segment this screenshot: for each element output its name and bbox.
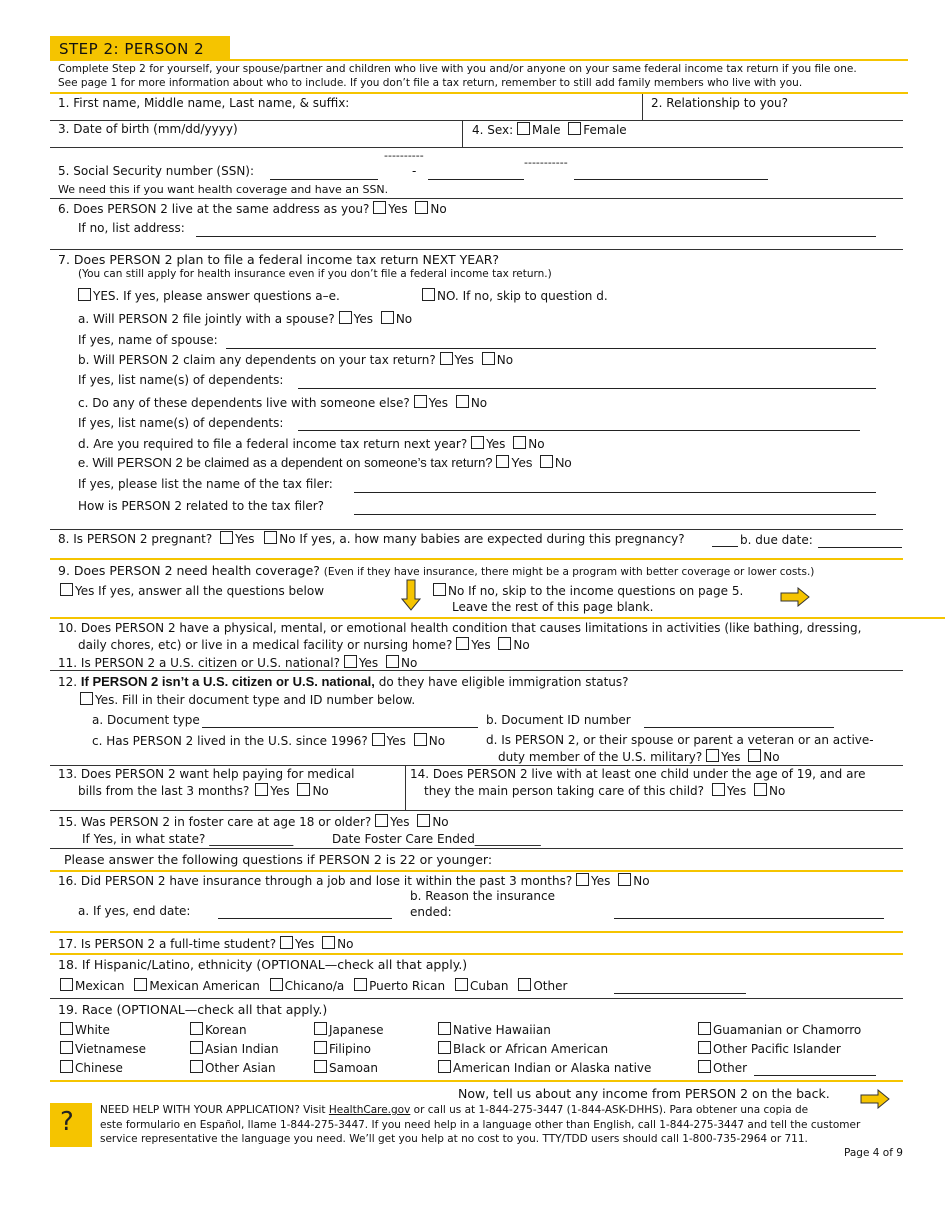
document-id-field[interactable] <box>644 727 834 728</box>
q11: 11. Is PERSON 2 a U.S. citizen or U.S. national? Yes No <box>58 656 418 670</box>
ssn-field-2[interactable] <box>428 179 524 180</box>
arrow-right-icon <box>860 1089 890 1109</box>
q15-state: If Yes, in what state? ______________ <box>82 832 294 846</box>
q12d-line-2: duty member of the U.S. military? Yes No <box>498 750 780 764</box>
under-22-heading: Please answer the following questions if PERSON 2 is 22 or younger: <box>64 852 493 867</box>
q14-line-2: they the main person taking care of this child? Yes No <box>424 784 786 798</box>
intro-rule <box>50 92 908 94</box>
chinese-checkbox[interactable] <box>60 1060 73 1073</box>
race-col-2: Korean Asian Indian Other Asian <box>190 1021 279 1078</box>
q12-yes-checkbox[interactable] <box>80 692 93 705</box>
male-checkbox[interactable] <box>517 122 530 135</box>
q7e-yes-checkbox[interactable] <box>496 455 509 468</box>
japanese-checkbox[interactable] <box>314 1022 327 1035</box>
ethnicity-other-field[interactable] <box>614 993 746 994</box>
q9-title: 9. Does PERSON 2 need health coverage? (Even if they have insurance, there might be a program with better coverage or lower costs.) <box>58 563 815 578</box>
row-rule <box>50 529 903 530</box>
row-rule <box>50 147 903 148</box>
q7-yes-option: YES. If yes, please answer questions a–e. <box>78 288 340 303</box>
q7a-name-label: If yes, name of spouse: <box>78 333 218 347</box>
other-asian-checkbox[interactable] <box>190 1060 203 1073</box>
q7b-yes-checkbox[interactable] <box>440 352 453 365</box>
q7-title: 7. Does PERSON 2 plan to file a federal income tax return NEXT YEAR? <box>58 252 500 267</box>
q8: 8. Is PERSON 2 pregnant? Yes No If yes, a. how many babies are expected during this pregnancy? <box>58 532 685 546</box>
q12-yes-option: Yes. Fill in their document type and ID number below. <box>80 692 415 707</box>
healthcare-gov-link[interactable]: HealthCare.gov <box>328 1104 411 1116</box>
row-rule <box>50 998 903 999</box>
document-type-field[interactable] <box>202 727 478 728</box>
q7-note: (You can still apply for health insurance even if you don’t file a federal income tax return.) <box>78 268 552 280</box>
samoan-checkbox[interactable] <box>314 1060 327 1073</box>
q11-yes-checkbox[interactable] <box>344 655 357 668</box>
q16b-line-2: ended: <box>410 905 452 919</box>
q7e-no-checkbox[interactable] <box>540 455 553 468</box>
q18-options: Mexican Mexican American Chicano/a Puerto Rican Cuban Other <box>60 978 567 993</box>
q7-yes-checkbox[interactable] <box>78 288 91 301</box>
q17-yes-checkbox[interactable] <box>280 936 293 949</box>
q8-yes-checkbox[interactable] <box>220 531 233 544</box>
q7e-rel-label: How is PERSON 2 related to the tax filer? <box>78 499 325 513</box>
q11-no-checkbox[interactable] <box>386 655 399 668</box>
q6: 6. Does PERSON 2 live at the same address as you? Yes No <box>58 202 447 216</box>
q16b-line-1: b. Reason the insurance <box>410 889 555 903</box>
q10-line-1: 10. Does PERSON 2 have a physical, mental, or emotional health condition that causes limitations in activities (like bathing, dressing, <box>58 621 862 635</box>
cuban-checkbox[interactable] <box>455 978 468 991</box>
q14-line-1: 14. Does PERSON 2 live with at least one child under the age of 19, and are <box>410 767 866 781</box>
q7a-yes-checkbox[interactable] <box>339 311 352 324</box>
intro-text-1: Complete Step 2 for yourself, your spouse/partner and children who live with you and/or anyone on your same federal income tax return if you file one. <box>58 63 857 75</box>
mexican-checkbox[interactable] <box>60 978 73 991</box>
q16: 16. Did PERSON 2 have insurance through a job and lose it within the past 3 months? Yes No <box>58 874 650 888</box>
q8-no-checkbox[interactable] <box>264 531 277 544</box>
q12a-label: a. Document type <box>92 713 200 727</box>
white-checkbox[interactable] <box>60 1022 73 1035</box>
q7e-name-label: If yes, please list the name of the tax filer: <box>78 477 333 491</box>
q7b: b. Will PERSON 2 claim any dependents on your tax return? Yes No <box>78 353 514 367</box>
ssn-dash-2: - <box>412 164 417 178</box>
q7b-no-checkbox[interactable] <box>482 352 495 365</box>
spouse-name-field[interactable] <box>226 348 876 349</box>
q16-yes-checkbox[interactable] <box>576 873 589 886</box>
section-rule <box>50 931 903 933</box>
q10-line-2: daily chores, etc) or live in a medical facility or nursing home? Yes No <box>78 638 530 652</box>
q10-no-checkbox[interactable] <box>498 637 511 650</box>
q12-title: 12. If PERSON 2 isn’t a U.S. citizen or U.S. national, do they have eligible immigration status? <box>58 674 629 689</box>
q13-line-1: 13. Does PERSON 2 want help paying for medical <box>58 767 355 781</box>
next-page-note: Now, tell us about any income from PERSON 2 on the back. <box>458 1086 830 1101</box>
q6-no-checkbox[interactable] <box>415 201 428 214</box>
q8-due-label: b. due date: <box>740 533 813 547</box>
race-col-1: White Vietnamese Chinese <box>60 1021 146 1078</box>
q9-yes-option: Yes If yes, answer all the questions below <box>60 583 324 598</box>
race-other-field[interactable] <box>754 1075 876 1076</box>
q3-label: 3. Date of birth (mm/dd/yyyy) <box>58 122 238 136</box>
q9-yes-checkbox[interactable] <box>60 583 73 596</box>
q10-yes-checkbox[interactable] <box>456 637 469 650</box>
row-rule <box>50 765 903 766</box>
divider <box>405 765 406 810</box>
q7b-list-label: If yes, list name(s) of dependents: <box>78 373 284 387</box>
asian-indian-checkbox[interactable] <box>190 1041 203 1054</box>
black-checkbox[interactable] <box>438 1041 451 1054</box>
female-checkbox[interactable] <box>568 122 581 135</box>
row-rule <box>50 848 903 849</box>
q12b-label: b. Document ID number <box>486 713 631 727</box>
ethnicity-other-checkbox[interactable] <box>518 978 531 991</box>
q15-yes-checkbox[interactable] <box>375 814 388 827</box>
q12c-yes-checkbox[interactable] <box>372 733 385 746</box>
row-rule <box>50 120 903 121</box>
filipino-checkbox[interactable] <box>314 1041 327 1054</box>
q12c: c. Has PERSON 2 lived in the U.S. since 1996? Yes No <box>92 734 446 748</box>
divider <box>642 94 643 120</box>
q7e: e. Will PERSON 2 be claimed as a dependent on someone’s tax return? Yes No <box>78 455 572 470</box>
q7d-no-checkbox[interactable] <box>513 436 526 449</box>
row-rule <box>50 670 903 671</box>
q7a-no-checkbox[interactable] <box>381 311 394 324</box>
q7c: c. Do any of these dependents live with someone else? Yes No <box>78 396 488 410</box>
q18-title: 18. If Hispanic/Latino, ethnicity (OPTIONAL—check all that apply.) <box>58 957 468 972</box>
q16a-label: a. If yes, end date: <box>78 904 191 918</box>
section-rule <box>50 558 903 560</box>
row-rule <box>50 249 903 250</box>
other-pacific-islander-checkbox[interactable] <box>698 1041 711 1054</box>
end-date-field[interactable] <box>218 918 392 919</box>
intro-text-2: See page 1 for more information about who to include. If you don’t file a tax return, remember to still add family members who live with you. <box>58 77 803 89</box>
q14-yes-checkbox[interactable] <box>712 783 725 796</box>
q5-label: 5. Social Security number (SSN): <box>58 164 255 178</box>
q12c-no-checkbox[interactable] <box>414 733 427 746</box>
q16-no-checkbox[interactable] <box>618 873 631 886</box>
q7-no-checkbox[interactable] <box>422 288 435 301</box>
q15: 15. Was PERSON 2 in foster care at age 18 or older? Yes No <box>58 815 449 829</box>
help-line-1: NEED HELP WITH YOUR APPLICATION? Visit HealthCare.gov or call us at 1-844-275-3447 (1-844-ASK-DHHS). Para obtener una copia de <box>100 1104 809 1116</box>
dependents-field[interactable] <box>298 388 876 389</box>
race-col-3: Japanese Filipino Samoan <box>314 1021 384 1078</box>
q17: 17. Is PERSON 2 a full-time student? Yes No <box>58 937 354 951</box>
address-field[interactable] <box>196 236 876 237</box>
q6-list-label: If no, list address: <box>78 221 185 235</box>
header-rule <box>50 59 908 61</box>
puerto-rican-checkbox[interactable] <box>354 978 367 991</box>
section-rule <box>50 617 945 619</box>
reason-ended-field[interactable] <box>614 918 884 919</box>
q7c-yes-checkbox[interactable] <box>414 395 427 408</box>
q5-note: We need this if you want health coverage and have an SSN. <box>58 183 389 196</box>
babies-count-field[interactable] <box>712 546 738 547</box>
arrow-down-icon <box>401 579 421 611</box>
q17-no-checkbox[interactable] <box>322 936 335 949</box>
q13-line-2: bills from the last 3 months? Yes No <box>78 784 329 798</box>
help-icon-glyph: ? <box>60 1107 74 1137</box>
race-col-5: Guamanian or Chamorro Other Pacific Islander Other <box>698 1021 861 1078</box>
ssn-dash-1: ---------- <box>384 149 424 162</box>
q7c-list-label: If yes, list name(s) of dependents: <box>78 416 284 430</box>
q9-no-option: No If no, skip to the income questions on page 5. <box>433 583 743 598</box>
american-indian-checkbox[interactable] <box>438 1060 451 1073</box>
page-number: Page 4 of 9 <box>844 1147 903 1159</box>
q13-no-checkbox[interactable] <box>297 783 310 796</box>
q12d-no-checkbox[interactable] <box>748 749 761 762</box>
q7d-yes-checkbox[interactable] <box>471 436 484 449</box>
help-line-3: service representative the language you need. We’ll get you help at no cost to you. TTY/TDD users should call 1-800-735-2964 or 711. <box>100 1133 808 1145</box>
guamanian-checkbox[interactable] <box>698 1022 711 1035</box>
q15-no-checkbox[interactable] <box>417 814 430 827</box>
q1-label: 1. First name, Middle name, Last name, & suffix: <box>58 96 350 110</box>
korean-checkbox[interactable] <box>190 1022 203 1035</box>
q7-no-option: NO. If no, skip to question d. <box>422 288 608 303</box>
q4-sex: 4. Sex: Male Female <box>472 123 627 137</box>
native-hawaiian-checkbox[interactable] <box>438 1022 451 1035</box>
section-rule <box>50 870 903 872</box>
due-date-field[interactable] <box>818 547 902 548</box>
step-title-text: STEP 2: PERSON 2 <box>59 40 205 58</box>
mexican-american-checkbox[interactable] <box>134 978 147 991</box>
row-rule <box>50 198 903 199</box>
q13-yes-checkbox[interactable] <box>255 783 268 796</box>
q12d-yes-checkbox[interactable] <box>706 749 719 762</box>
chicano-checkbox[interactable] <box>270 978 283 991</box>
section-rule <box>50 953 903 955</box>
ssn-field-3[interactable] <box>574 179 768 180</box>
q9-no-checkbox[interactable] <box>433 583 446 596</box>
arrow-right-icon <box>780 587 810 607</box>
race-col-4: Native Hawaiian Black or African American American Indian or Alaska native <box>438 1021 651 1078</box>
q7a: a. Will PERSON 2 file jointly with a spouse? Yes No <box>78 312 413 326</box>
section-rule <box>50 1080 903 1082</box>
vietnamese-checkbox[interactable] <box>60 1041 73 1054</box>
q2-label: 2. Relationship to you? <box>651 96 789 110</box>
race-other-checkbox[interactable] <box>698 1060 711 1073</box>
q7d: d. Are you required to file a federal income tax return next year? Yes No <box>78 437 545 451</box>
tax-filer-name-field[interactable] <box>354 492 876 493</box>
q12d-line-1: d. Is PERSON 2, or their spouse or parent a veteran or an active- <box>486 733 874 747</box>
q19-title: 19. Race (OPTIONAL—check all that apply.) <box>58 1002 328 1017</box>
divider <box>462 120 463 147</box>
q15-ended: Date Foster Care Ended___________ <box>332 832 541 846</box>
ssn-dash-3: ----------- <box>524 156 568 169</box>
help-line-2: este formulario en Español, llame 1-844-275-3447. If you need help in a language other than English, call 1-844-275-3447 and tell the customer <box>100 1119 861 1131</box>
dependents-elsewhere-field[interactable] <box>298 430 860 431</box>
q7c-no-checkbox[interactable] <box>456 395 469 408</box>
q14-no-checkbox[interactable] <box>754 783 767 796</box>
q9-no-note: Leave the rest of this page blank. <box>452 600 654 614</box>
q6-yes-checkbox[interactable] <box>373 201 386 214</box>
ssn-field-1[interactable] <box>270 179 378 180</box>
row-rule <box>50 810 903 811</box>
tax-filer-relation-field[interactable] <box>354 514 876 515</box>
